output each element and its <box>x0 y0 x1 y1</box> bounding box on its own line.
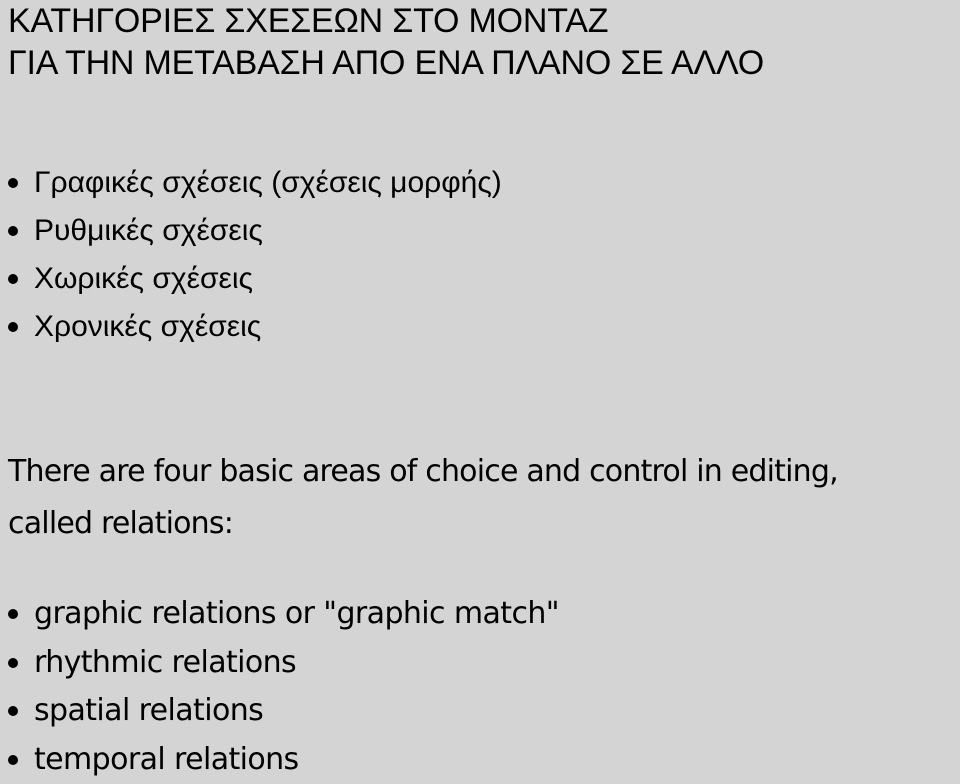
bullet-icon <box>8 178 18 188</box>
bullet-icon <box>8 226 18 236</box>
list-item-text: spatial relations <box>34 693 264 728</box>
bullet-icon <box>8 658 18 668</box>
list-item-text: rhythmic relations <box>34 644 297 680</box>
greek-bullet-list <box>8 159 502 351</box>
english-bullet-list <box>8 590 559 784</box>
list-item <box>8 590 559 639</box>
slide-title <box>8 0 764 84</box>
list-item-text: temporal relations <box>34 741 299 777</box>
bullet-icon <box>8 322 18 332</box>
bullet-icon <box>8 706 18 716</box>
intro-paragraph <box>8 446 958 550</box>
list-item-text: Χωρικές σχέσεις <box>34 262 253 295</box>
list-item-text: Ρυθμικές σχέσεις <box>34 214 263 247</box>
list-item <box>8 639 559 688</box>
list-item <box>8 207 502 255</box>
paragraph-line-2: called relations: <box>8 506 234 541</box>
list-item <box>8 255 502 303</box>
bullet-icon <box>8 609 18 619</box>
list-item <box>8 687 559 736</box>
title-line-1: ΚΑΤΗΓΟΡΙΕΣ ΣΧΕΣΕΩΝ ΣΤΟ ΜΟΝΤΑΖ <box>8 2 609 40</box>
list-item-text: Γραφικές σχέσεις (σχέσεις μορφής) <box>34 166 502 199</box>
bullet-icon <box>8 755 18 765</box>
paragraph-line-1: There are four basic areas of choice and control in editing, <box>8 454 838 489</box>
list-item <box>8 736 559 784</box>
list-item-text: Χρονικές σχέσεις <box>34 310 262 343</box>
list-item-text: graphic relations or "graphic match" <box>34 596 559 631</box>
bullet-icon <box>8 274 18 284</box>
list-item <box>8 303 502 351</box>
list-item <box>8 159 502 207</box>
title-line-2: ΓΙΑ ΤΗΝ ΜΕΤΑΒΑΣΗ ΑΠΟ ΕΝΑ ΠΛΑΝΟ ΣΕ ΑΛΛΟ <box>8 44 765 82</box>
